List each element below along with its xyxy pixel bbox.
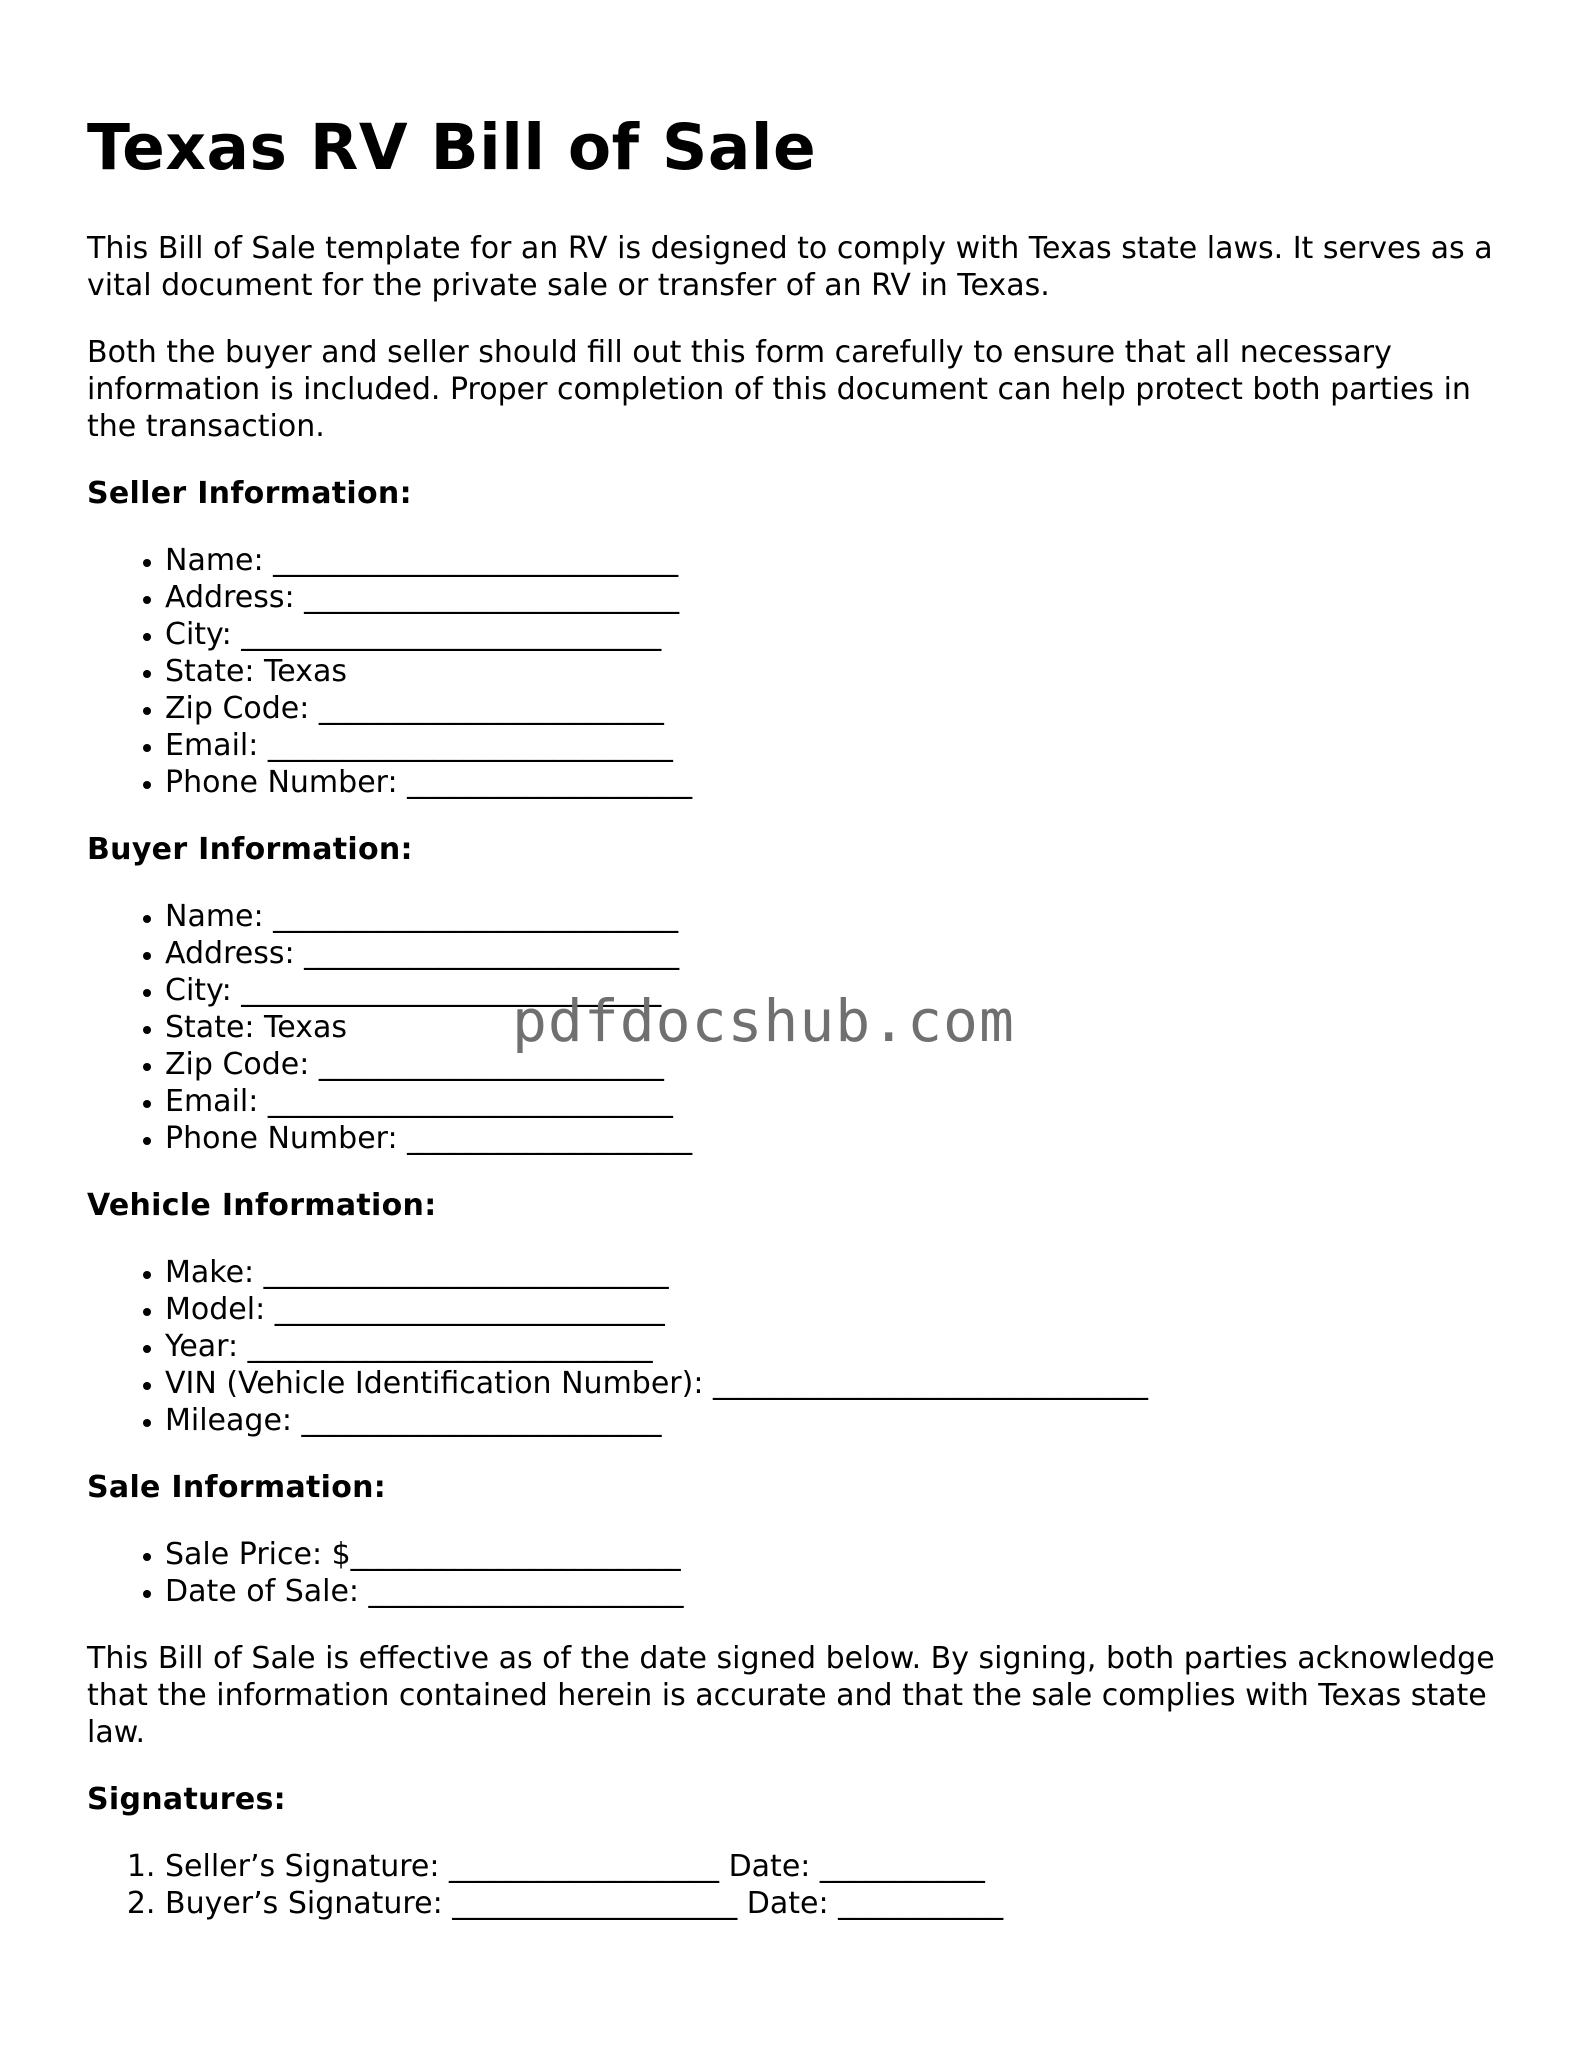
- seller-city-field: • City: ____________________________: [165, 616, 1507, 653]
- seller-address-field: • Address: _________________________: [165, 579, 1507, 616]
- buyer-email-field: • Email: ___________________________: [165, 1083, 1507, 1120]
- signatures-list: [87, 1848, 1507, 1922]
- buyer-zip-field: • Zip Code: _______________________: [165, 1046, 1507, 1083]
- effective-paragraph: This Bill of Sale is effective as of the date signed below. By signing, both parties acknowledge that the information contained herein is accurate and that the sale complies with Texas state law.: [87, 1641, 1495, 1750]
- seller-list: [87, 542, 1507, 801]
- signatures-heading: Signatures:: [87, 1782, 286, 1817]
- sale-date-field: • Date of Sale: _____________________: [165, 1573, 1507, 1610]
- vehicle-list: [87, 1254, 1507, 1439]
- buyer-city-field: • City: ____________________________: [165, 972, 1507, 1009]
- sale-heading: Sale Information:: [87, 1470, 387, 1505]
- vehicle-make-field: • Make: ___________________________: [165, 1254, 1507, 1291]
- buyer-address-field: • Address: _________________________: [165, 935, 1507, 972]
- vehicle-vin-field: • VIN (Vehicle Identification Number): _____________________________: [165, 1365, 1507, 1402]
- buyer-state-field: • State: Texas: [165, 1009, 1507, 1046]
- buyer-signature-line: 2. Buyer’s Signature: ___________________ Date: ___________: [165, 1885, 1507, 1922]
- buyer-phone-field: • Phone Number: ___________________: [165, 1120, 1507, 1157]
- seller-state-field: • State: Texas: [165, 653, 1507, 690]
- vehicle-year-field: • Year: ___________________________: [165, 1328, 1507, 1365]
- watermark: pdfdocshub.com: [512, 987, 1015, 1055]
- intro-paragraph-1: This Bill of Sale template for an RV is designed to comply with Texas state laws. It serves as a vital document for the private sale or transfer of an RV in Texas.: [87, 231, 1493, 303]
- buyer-name-field: • Name: ___________________________: [165, 898, 1507, 935]
- vehicle-heading: Vehicle Information:: [87, 1188, 437, 1223]
- vehicle-mileage-field: • Mileage: ________________________: [165, 1402, 1507, 1439]
- intro-paragraph-2: Both the buyer and seller should fill out this form carefully to ensure that all necessary information is included. Proper completion of this document can help protect both parties in the transaction.: [87, 335, 1471, 444]
- seller-phone-field: • Phone Number: ___________________: [165, 764, 1507, 801]
- sale-price-field: • Sale Price: $______________________: [165, 1536, 1507, 1573]
- seller-zip-field: • Zip Code: _______________________: [165, 690, 1507, 727]
- seller-signature-line: 1. Seller’s Signature: __________________ Date: ___________: [165, 1848, 1507, 1885]
- sale-list: [87, 1536, 1507, 1610]
- seller-heading: Seller Information:: [87, 476, 412, 511]
- seller-name-field: • Name: ___________________________: [165, 542, 1507, 579]
- buyer-heading: Buyer Information:: [87, 832, 413, 867]
- seller-email-field: • Email: ___________________________: [165, 727, 1507, 764]
- vehicle-model-field: • Model: __________________________: [165, 1291, 1507, 1328]
- page-title: Texas RV Bill of Sale: [87, 111, 817, 184]
